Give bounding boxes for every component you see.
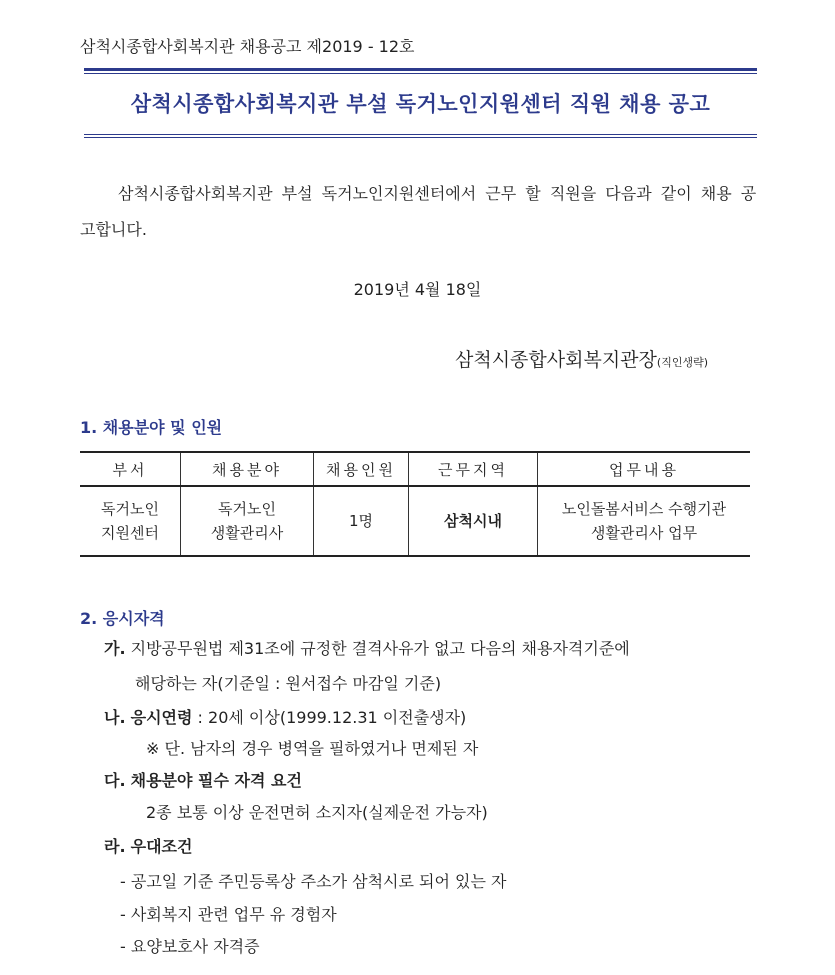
cell-count: 1명 (314, 486, 409, 556)
list-item: - 사회복지 관련 업무 유 경험자 (120, 905, 337, 924)
eligibility-note: ※ 단. 남자의 경우 병역을 필하였거나 면제된 자 (146, 739, 479, 758)
list-item: - 공고일 기준 주민등록상 주소가 삼척시로 되어 있는 자 (120, 872, 507, 891)
cell-field-line: 독거노인 (218, 500, 276, 518)
eligibility-item-da (104, 769, 302, 793)
table-header-row (80, 452, 750, 486)
item-marker: 다. (104, 771, 126, 790)
header-count: 채용인원 (314, 452, 409, 486)
header-duties: 업무내용 (538, 452, 751, 486)
item-marker: 나. (104, 708, 126, 727)
item-label: 응시연령 (130, 708, 193, 727)
item-marker: 라. (104, 837, 126, 856)
cell-field (181, 486, 314, 556)
item-marker: 가. (104, 639, 126, 658)
item-label: 채용분야 필수 자격 요건 (130, 771, 302, 790)
header-dept: 부서 (80, 452, 181, 486)
intro-paragraph: 삼척시종합사회복지관 부설 독거노인지원센터에서 근무 할 직원을 다음과 같이 채용 공고합니다. (80, 184, 757, 239)
eligibility-item-na (104, 706, 466, 730)
item-text: : 20세 이상(1999.12.31 이전출생자) (192, 708, 467, 727)
cell-dept-line: 지원센터 (101, 524, 159, 542)
eligibility-item-ra (104, 835, 192, 859)
issuer (455, 345, 708, 372)
cell-dept (80, 486, 181, 556)
header-field: 채용분야 (181, 452, 314, 486)
cell-dept-line: 독거노인 (101, 500, 159, 518)
cell-duties-line: 생활관리사 업무 (590, 524, 698, 542)
section-heading-recruitment: 1. 채용분야 및 인원 (80, 418, 223, 437)
recruitment-table (80, 451, 750, 557)
header-location: 근무지역 (409, 452, 538, 486)
cell-location: 삼척시내 (409, 486, 538, 556)
eligibility-item-ga-cont: 해당하는 자(기준일 : 원서접수 마감일 기준) (135, 674, 442, 693)
announcement-date: 2019년 4월 18일 (353, 280, 482, 299)
eligibility-item-da-text: 2종 보통 이상 운전면허 소지자(실제운전 가능자) (146, 803, 488, 822)
document-number: 삼척시종합사회복지관 채용공고 제2019 - 12호 (80, 37, 415, 56)
section-heading-eligibility: 2. 응시자격 (80, 609, 165, 628)
item-label: 우대조건 (130, 837, 193, 856)
title-banner (84, 70, 757, 138)
cell-duties-line: 노인돌봄서비스 수행기관 (561, 500, 727, 518)
title-rule (84, 68, 757, 70)
cell-field-line: 생활관리사 (210, 524, 284, 542)
eligibility-item-ga (104, 637, 630, 661)
list-item: - 요양보호사 자격증 (120, 937, 260, 956)
seal-note: (직인생략) (656, 356, 708, 369)
page-title: 삼척시종합사회복지관 부설 독거노인지원센터 직원 채용 공고 (130, 92, 711, 116)
issuer-name: 삼척시종합사회복지관장 (455, 349, 657, 371)
table-row (80, 486, 750, 556)
cell-duties (538, 486, 751, 556)
item-text: 지방공무원법 제31조에 규정한 결격사유가 없고 다음의 채용자격기준에 (130, 639, 630, 658)
